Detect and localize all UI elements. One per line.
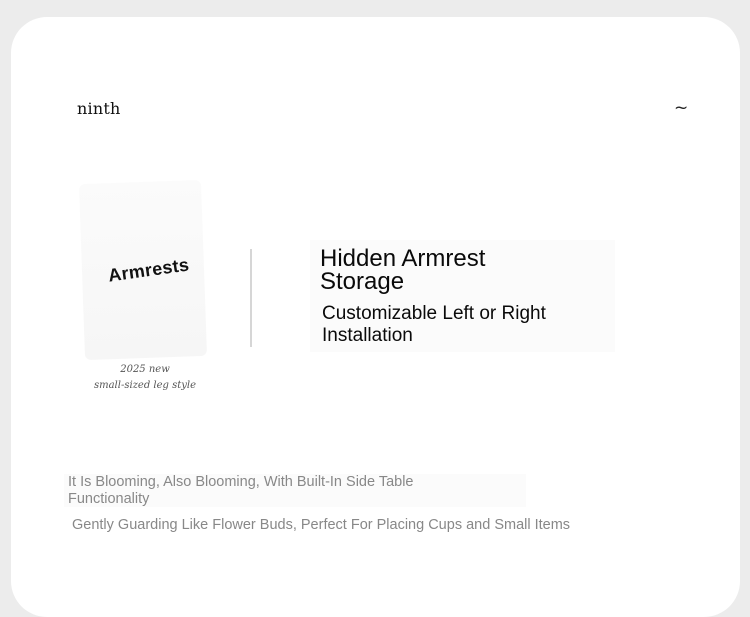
vertical-divider [250, 249, 252, 347]
product-label: Armrests [106, 254, 191, 286]
hero-headline: Hidden Armrest Storage [320, 245, 486, 295]
hero-subhead: Customizable Left or Right Installation [322, 303, 546, 346]
menu-icon[interactable]: ~ [674, 98, 689, 118]
feature-description: Gently Guarding Like Flower Buds, Perfect For Placing Cups and Small Items [72, 517, 571, 533]
product-caption-line-1: 2025 new [120, 364, 170, 375]
product-caption-line-2: small-sized leg style [93, 380, 197, 391]
product-caption [86, 362, 204, 394]
product-image [80, 180, 210, 410]
brand-logo[interactable]: ninth [77, 99, 121, 118]
feature-title: It Is Blooming, Also Blooming, With Built-In Side Table Functionality [68, 474, 414, 507]
